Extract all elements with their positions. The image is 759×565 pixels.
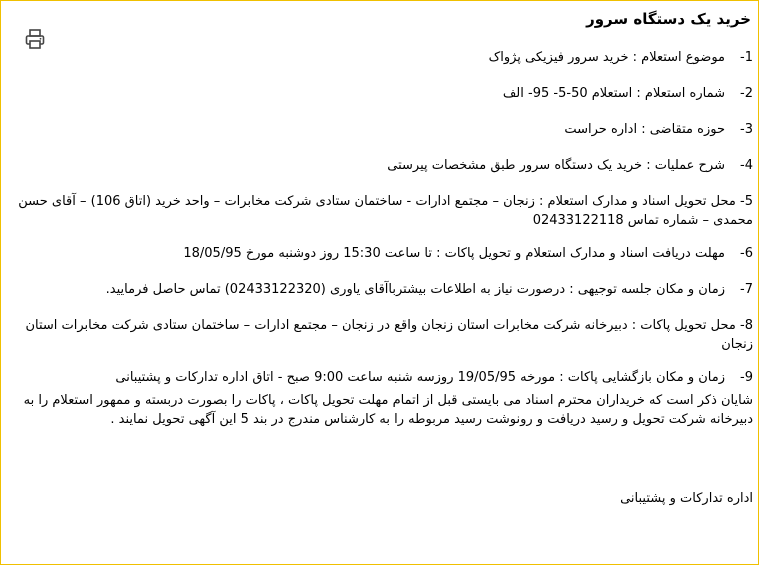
list-item-6 <box>6 244 753 263</box>
item-text: زمان و مکان بازگشایی پاکات : مورخه 19/05/95 روزسه شنبه ساعت 9:00 صبح - اتاق اداره تدارکات و پشتیبانی <box>115 370 725 385</box>
item-number: 6- <box>740 246 753 261</box>
signature-department: اداره تدارکات و پشتیبانی <box>620 491 753 506</box>
item-text: محل تحویل اسناد و مدارک استعلام : زنجان – مجتمع ادارات - ساختمان ستادی شرکت مخابرات – واحد خرید (اتاق 106) – آقای حسن محمدی – شماره تماس 02433122118 <box>18 194 753 228</box>
list-item-7 <box>6 280 753 299</box>
page-title: خرید یک دستگاه سرور <box>586 10 751 28</box>
item-text: مهلت دریافت اسناد و مدارک استعلام و تحویل پاکات : تا ساعت 15:30 روز دوشنبه مورخ 18/05/95 <box>183 246 725 261</box>
item-text: شرح عملیات : خرید یک دستگاه سرور طبق مشخصات پیرستی <box>387 158 725 173</box>
item-text: زمان و مکان جلسه توجیهی : درصورت نیاز به اطلاعات بیشترباآقای یاوری (02433122320) تماس حاصل فرمایید. <box>105 282 725 297</box>
item-number: 7- <box>740 282 753 297</box>
item-number: 3- <box>740 122 753 137</box>
list-item-8 <box>6 316 753 354</box>
item-number: 9- <box>740 370 753 385</box>
item-number: 1- <box>740 50 753 65</box>
notice-paragraph: شایان ذکر است که خریداران محترم اسناد می بایستی قبل از اتمام مهلت تحویل پاکات ، پاکات را بصورت دربسته و ممهور استعلام را به دبیرخانه شرکت تحویل و رسید دریافت و رونوشت رسید مربوطه را به کارشناس مندرج در بند 5 این آگهی تحویل نمایند . <box>23 393 753 427</box>
item-text: محل تحویل پاکات : دبیرخانه شرکت مخابرات استان زنجان واقع در زنجان – مجتمع ادارات – ساختمان ستادی شرکت مخابرات استان زنجان <box>25 318 753 352</box>
tender-content <box>6 44 753 508</box>
item-text: حوزه متقاضی : اداره حراست <box>564 122 725 137</box>
list-item-9 <box>6 368 753 387</box>
item-number: 5- <box>740 194 753 209</box>
list-item-2 <box>6 84 753 103</box>
item-text: شماره استعلام : استعلام 50-5- 95- الف <box>502 86 725 101</box>
item-text: موضوع استعلام : خرید سرور فیزیکی پژواک <box>488 50 725 65</box>
list-item-4 <box>6 156 753 175</box>
item-number: 4- <box>740 158 753 173</box>
item-number: 8- <box>740 318 753 333</box>
list-item-1 <box>6 48 753 67</box>
list-item-5 <box>6 192 753 230</box>
list-item-3 <box>6 120 753 139</box>
item-number: 2- <box>740 86 753 101</box>
